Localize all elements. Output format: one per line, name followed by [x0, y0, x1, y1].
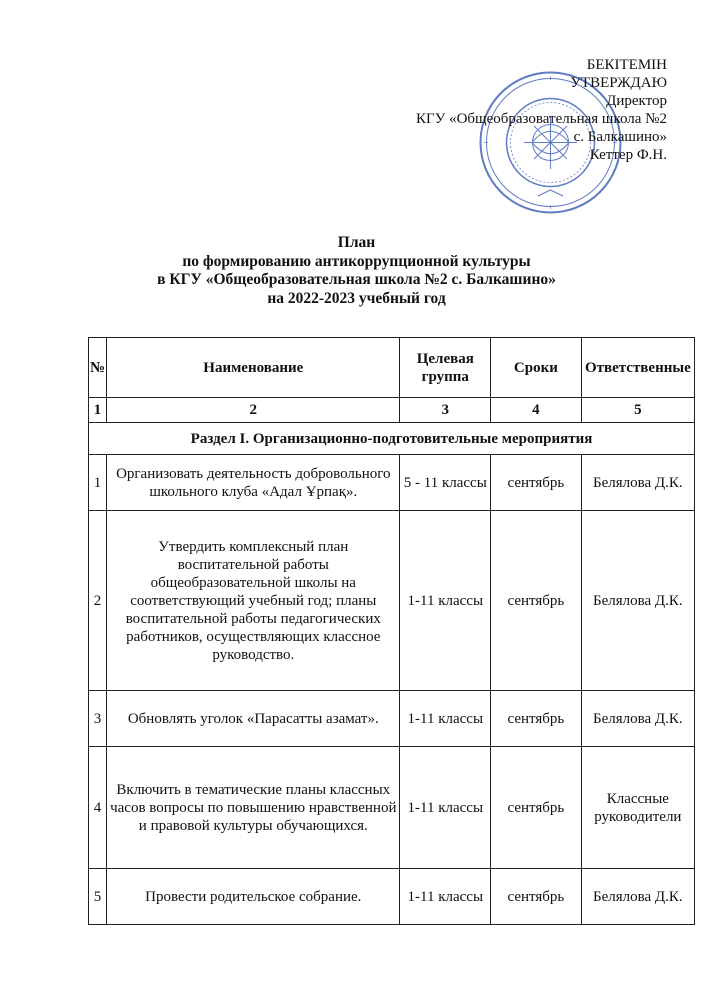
section-row: [89, 423, 695, 455]
index-cell: 3: [400, 398, 491, 423]
row-name: Включить в тематические планы классных часов вопросы по повышению нравственной и правовой культуры обучающихся.: [107, 747, 400, 869]
index-cell: 1: [89, 398, 107, 423]
approval-position: Директор: [606, 93, 667, 109]
row-responsible: Белялова Д.К.: [581, 455, 694, 511]
table-header-row: [89, 338, 695, 398]
header-number: №: [89, 338, 107, 398]
row-number: 2: [89, 511, 107, 691]
row-term: сентябрь: [491, 747, 582, 869]
approval-director-name: Кеттер Ф.Н.: [589, 147, 667, 163]
row-target-group: 5 - 11 классы: [400, 455, 491, 511]
approval-organization: КГУ «Общеобразовательная школа №2: [416, 111, 667, 127]
row-term: сентябрь: [491, 691, 582, 747]
title-line-1: План: [337, 234, 376, 251]
row-number: 1: [89, 455, 107, 511]
row-term: сентябрь: [491, 455, 582, 511]
approval-kazakh: БЕКІТЕМІН: [586, 57, 667, 73]
row-responsible: Белялова Д.К.: [581, 511, 694, 691]
document-title: [0, 234, 713, 308]
row-number: 5: [89, 869, 107, 925]
table-row: [89, 869, 695, 925]
approval-russian: УТВЕРЖДАЮ: [570, 75, 667, 91]
plan-table: [88, 337, 695, 925]
index-cell: 4: [491, 398, 582, 423]
row-target-group: 1-11 классы: [400, 869, 491, 925]
row-term: сентябрь: [491, 511, 582, 691]
index-cell: 5: [581, 398, 694, 423]
section-title: Раздел I. Организационно-подготовительные мероприятия: [89, 423, 695, 455]
title-line-2: по формированию антикоррупционной культуры: [182, 252, 531, 270]
table-row: [89, 511, 695, 691]
row-target-group: 1-11 классы: [400, 747, 491, 869]
row-responsible: Белялова Д.К.: [581, 691, 694, 747]
row-name: Утвердить комплексный план воспитательной работы общеобразовательной школы на соответствующий учебный год; планы воспитательной работы педагогических работников, осуществляющих классное руководство.: [107, 511, 400, 691]
header-terms: Сроки: [491, 338, 582, 398]
table-row: [89, 455, 695, 511]
row-term: сентябрь: [491, 869, 582, 925]
row-name: Организовать деятельность добровольного школьного клуба «Адал Ұрпақ».: [107, 455, 400, 511]
index-cell: 2: [107, 398, 400, 423]
row-name: Обновлять уголок «Парасатты азамат».: [107, 691, 400, 747]
row-responsible: Классные руководители: [581, 747, 694, 869]
header-name: Наименование: [107, 338, 400, 398]
row-responsible: Белялова Д.К.: [581, 869, 694, 925]
table-row: [89, 747, 695, 869]
row-target-group: 1-11 классы: [400, 691, 491, 747]
table-index-row: [89, 398, 695, 423]
title-line-4: на 2022-2023 учебный год: [267, 289, 446, 307]
approval-organization-place: с. Балкашино»: [573, 129, 667, 145]
header-target-group: Целевая группа: [400, 338, 491, 398]
row-number: 3: [89, 691, 107, 747]
row-number: 4: [89, 747, 107, 869]
approval-block: [416, 56, 667, 164]
row-name: Провести родительское собрание.: [107, 869, 400, 925]
table-row: [89, 691, 695, 747]
row-target-group: 1-11 классы: [400, 511, 491, 691]
title-line-3: в КГУ «Общеобразовательная школа №2 с. Балкашино»: [157, 271, 556, 288]
header-responsible: Ответственные: [581, 338, 694, 398]
